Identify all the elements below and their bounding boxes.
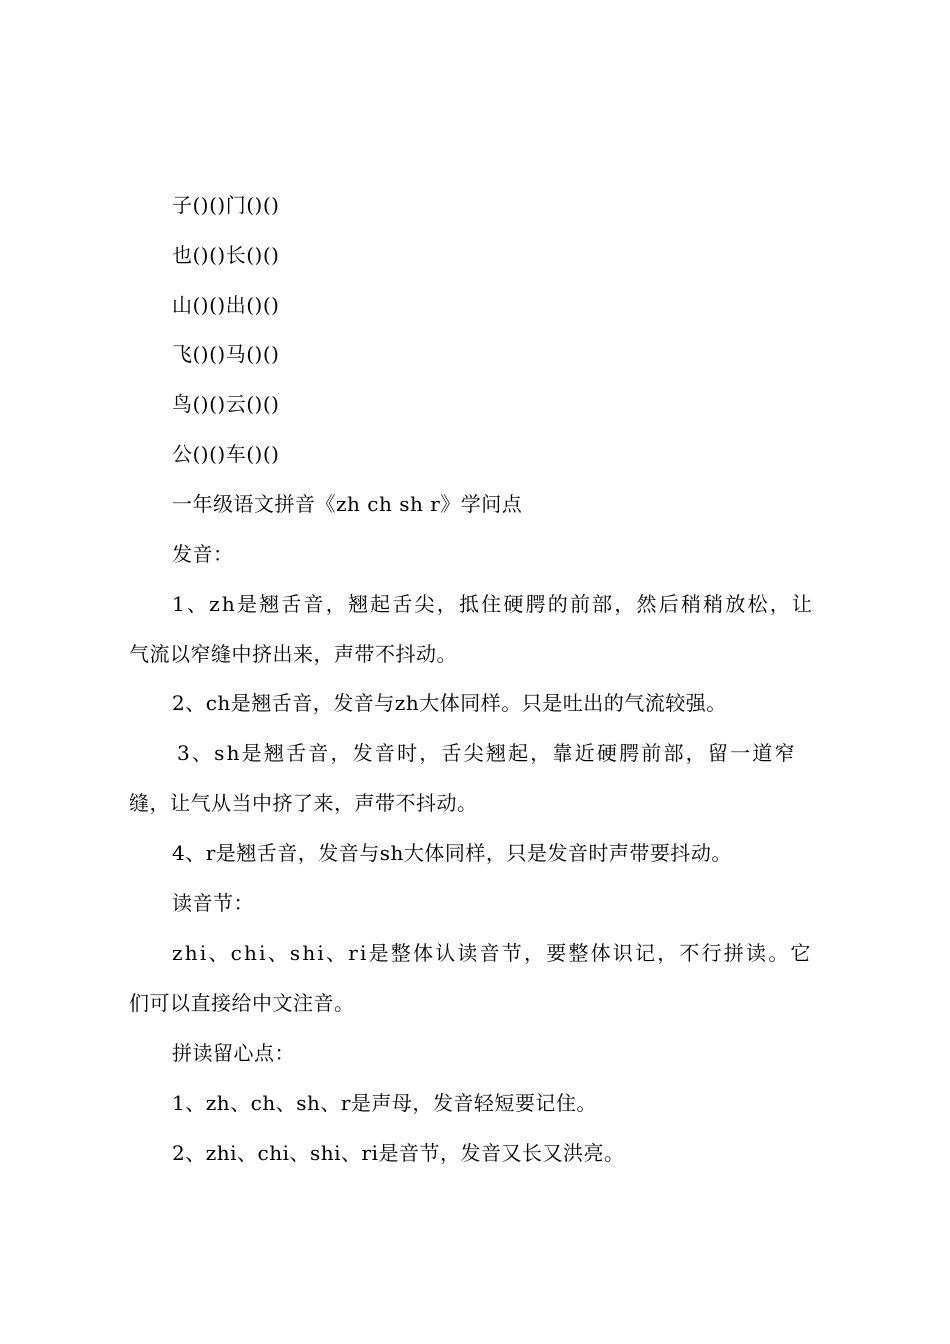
tip-item-1: 1、zh、ch、sh、r是声母，发音轻短要记住。 — [172, 1091, 597, 1115]
exercise-line: 子()()门()() — [172, 193, 280, 217]
syllable-paragraph-cont: 们可以直接给中文注音。 — [129, 991, 355, 1015]
exercise-line: 鸟()()云()() — [172, 392, 280, 416]
exercise-line: 山()()出()() — [172, 293, 280, 317]
pronunciation-item-2: 2、ch是翘舌音，发音与zh大体同样。只是吐出的气流较强。 — [172, 691, 727, 715]
pronunciation-item-1: 1、zh是翘舌音，翘起舌尖，抵住硬腭的前部，然后稍稍放松，让 — [172, 592, 815, 616]
tips-heading: 拼读留心点： — [172, 1041, 295, 1065]
pronunciation-item-1-cont: 气流以窄缝中挤出来，声带不抖动。 — [129, 642, 457, 666]
pronunciation-item-3: 3、sh是翘舌音，发音时，舌尖翘起，靠近硬腭前部，留一道窄 — [177, 741, 797, 765]
syllable-paragraph: zhi、chi、shi、ri是整体认读音节，要整体识记，不行拼读。它 — [172, 941, 813, 965]
pronunciation-heading: 发音： — [172, 542, 234, 566]
tip-item-2: 2、zhi、chi、shi、ri是音节，发音又长又洪亮。 — [172, 1141, 625, 1165]
syllable-heading: 读音节： — [172, 891, 254, 915]
section-title: 一年级语文拼音《zh ch sh r》学问点 — [172, 492, 523, 516]
pronunciation-item-3-cont: 缝，让气从当中挤了来，声带不抖动。 — [129, 791, 478, 815]
pronunciation-item-4: 4、r是翘舌音，发音与sh大体同样，只是发音时声带要抖动。 — [172, 841, 732, 865]
exercise-line: 飞()()马()() — [172, 342, 280, 366]
exercise-line: 公()()车()() — [172, 442, 280, 466]
exercise-line: 也()()长()() — [172, 243, 280, 267]
